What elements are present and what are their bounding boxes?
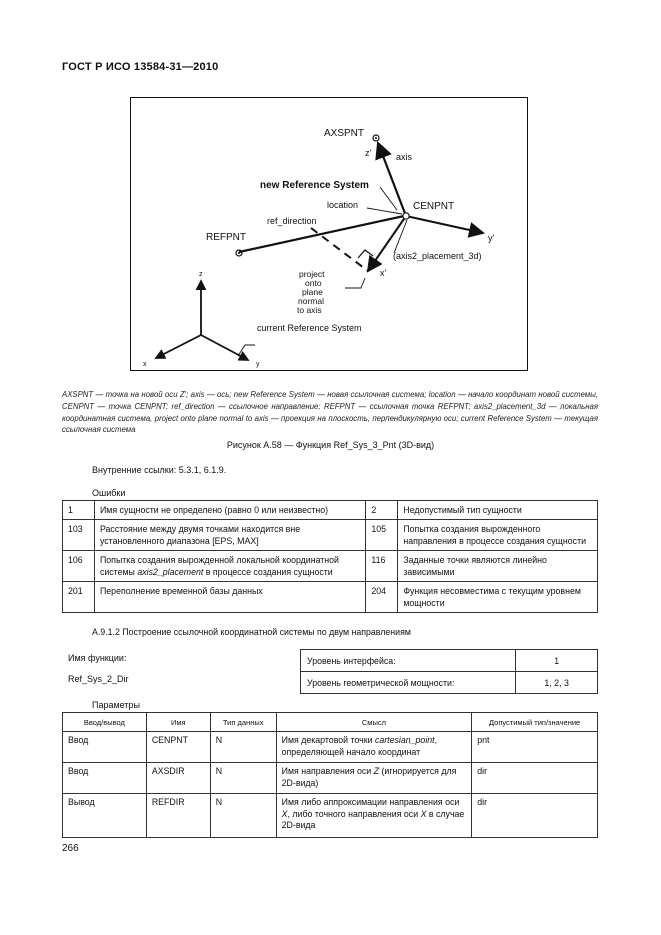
label-x: x (143, 361, 147, 368)
page-number: 266 (62, 843, 79, 854)
label-axspnt: AXSPNT (324, 128, 365, 139)
error-text-part: в процессе создания сущности (203, 567, 333, 577)
param-io: Ввод (63, 763, 147, 794)
error-code: 105 (366, 520, 398, 551)
axis-y-line (201, 335, 248, 360)
figure-title: Рисунок А.58 — Функция Ref_Sys_3_Pnt (3D-вид) (226, 440, 435, 450)
error-code: 106 (63, 551, 95, 582)
table-row (63, 763, 598, 794)
col-header: Допустимый тип/значение (472, 713, 598, 732)
error-code: 204 (366, 582, 398, 613)
param-meaning (276, 794, 472, 838)
label-y: y (256, 361, 260, 368)
param-value: dir (472, 794, 598, 838)
function-name: Ref_Sys_2_Dir (68, 674, 129, 684)
figure-legend-note: AXSPNT — точка на новой оси Z'; axis — ось; new Reference System — новая ссылочная система; location — начало координат новой системы, CENPNT — точка CENPNT; ref_direction — ссылочное направление; REFPNT — ссылочная точка REFPNT; axis2_placement_3d — локальная координатная система, project onto plane normal to axis — проекция на плоскость, перпендикулярную оси; current Reference System — текущая ссылочная система (62, 390, 598, 435)
error-text: Переполнение временной базы данных (94, 582, 365, 613)
table-row (301, 650, 598, 672)
label-project-1: project (299, 269, 325, 279)
param-value: pnt (472, 732, 598, 763)
param-value: dir (472, 763, 598, 794)
label-refpnt: REFPNT (206, 232, 246, 243)
error-text-part: Попытка создания вырожденной локальной координатной системы (99, 555, 339, 577)
label-axis: axis (396, 152, 413, 162)
error-text: Попытка создания вырожденного направления в процессе создания сущности (398, 520, 598, 551)
meaning-italic: Z (373, 766, 380, 776)
function-name-label: Имя функции: (68, 653, 127, 663)
label-z-prime: z' (365, 148, 372, 158)
internal-references: Внутренние ссылки: 5.3.1, 6.1.9. (92, 465, 227, 475)
params-table (62, 712, 598, 838)
label-cenpnt: CENPNT (413, 201, 455, 212)
table-row (63, 551, 598, 582)
param-name: AXSDIR (146, 763, 210, 794)
table-row (63, 732, 598, 763)
table-row (63, 520, 598, 551)
label-project-2: onto (305, 278, 322, 288)
figure-diagram (131, 98, 529, 372)
cenpnt-point (403, 213, 409, 219)
section-heading: А.9.1.2 Построение ссылочной координатной системы по двум направлениям (92, 627, 411, 637)
param-meaning (276, 732, 472, 763)
power-level-value: 1, 2, 3 (516, 672, 598, 694)
meaning-part: , либо точного направления оси (287, 808, 421, 819)
error-text: Недопустимый тип сущности (398, 501, 598, 520)
label-y-prime: y' (488, 233, 495, 243)
table-header-row (63, 713, 598, 732)
param-io: Ввод (63, 732, 147, 763)
errors-table (62, 500, 598, 613)
error-code: 1 (63, 501, 95, 520)
meaning-italic: X (281, 808, 288, 819)
error-text-italic: axis2_placement (137, 567, 204, 577)
label-axis2: (axis2_placement_3d) (393, 251, 482, 261)
error-code: 201 (63, 582, 95, 613)
error-text: Расстояние между двумя точками находится вне установленного диапазона [EPS, MAX] (94, 520, 365, 551)
table-row (301, 672, 598, 694)
col-header: Имя (146, 713, 210, 732)
param-io: Вывод (63, 794, 147, 838)
error-text: Заданные точки являются линейно зависимыми (398, 551, 598, 582)
col-header: Смысл (276, 713, 472, 732)
meaning-part: Имя либо аппроксимации направления оси (281, 797, 460, 807)
location-leader (367, 208, 402, 214)
right-angle-mark (358, 250, 373, 258)
meaning-part: в случае 2D-вида (281, 808, 465, 830)
refpnt-point-center (238, 252, 240, 254)
errors-title: Ошибки (92, 488, 126, 498)
meaning-italic: cartesian_point (374, 735, 435, 745)
label-current-ref: current Reference System (257, 323, 362, 333)
axis-y-prime-line (406, 216, 483, 233)
param-name: CENPNT (146, 732, 210, 763)
meaning-part: , определяющей начало координат (281, 735, 438, 757)
axis-x-prime-line (368, 216, 406, 271)
label-location: location (327, 200, 359, 210)
error-code: 103 (63, 520, 95, 551)
meaning-part: (игнорируется для 2D-вида) (281, 766, 457, 788)
axspnt-point-center (375, 137, 377, 139)
interface-level-label: Уровень интерфейса: (301, 650, 516, 672)
param-type: N (210, 732, 276, 763)
power-level-label: Уровень геометрической мощности: (301, 672, 516, 694)
error-text (94, 551, 365, 582)
axis-x-line (156, 335, 201, 358)
label-project-4: normal (298, 296, 324, 306)
error-code: 116 (366, 551, 398, 582)
label-new-ref: new Reference System (260, 180, 369, 191)
project-leader (345, 278, 365, 288)
error-text: Имя сущности не определено (равно 0 или неизвестно) (94, 501, 365, 520)
col-header: Ввод/вывод (63, 713, 147, 732)
error-text: Функция несовместима с текущим уровнем мощности (398, 582, 598, 613)
levels-table (300, 649, 598, 694)
table-row (63, 501, 598, 520)
interface-level-value: 1 (516, 650, 598, 672)
new-ref-leader (380, 187, 397, 210)
current-ref-leader (238, 345, 255, 356)
meaning-part: Имя декартовой точки (281, 735, 375, 745)
meaning-part: Имя направления оси (281, 766, 374, 776)
table-row (63, 582, 598, 613)
document-header: ГОСТ Р ИСО 13584-31—2010 (62, 61, 219, 73)
meaning-italic: X (420, 808, 427, 819)
col-header: Тип данных (210, 713, 276, 732)
label-ref-direction: ref_direction (267, 216, 317, 226)
param-type: N (210, 763, 276, 794)
label-z: z (199, 271, 203, 278)
param-type: N (210, 794, 276, 838)
param-name: REFDIR (146, 794, 210, 838)
figure-ref-sys-3-pnt (130, 97, 528, 371)
label-project-5: to axis (297, 305, 322, 315)
label-x-prime: x' (380, 268, 387, 278)
params-title: Параметры (92, 700, 140, 710)
label-project-3: plane (302, 287, 323, 297)
table-row (63, 794, 598, 838)
ref-direction-line (239, 216, 404, 252)
param-meaning (276, 763, 472, 794)
error-code: 2 (366, 501, 398, 520)
